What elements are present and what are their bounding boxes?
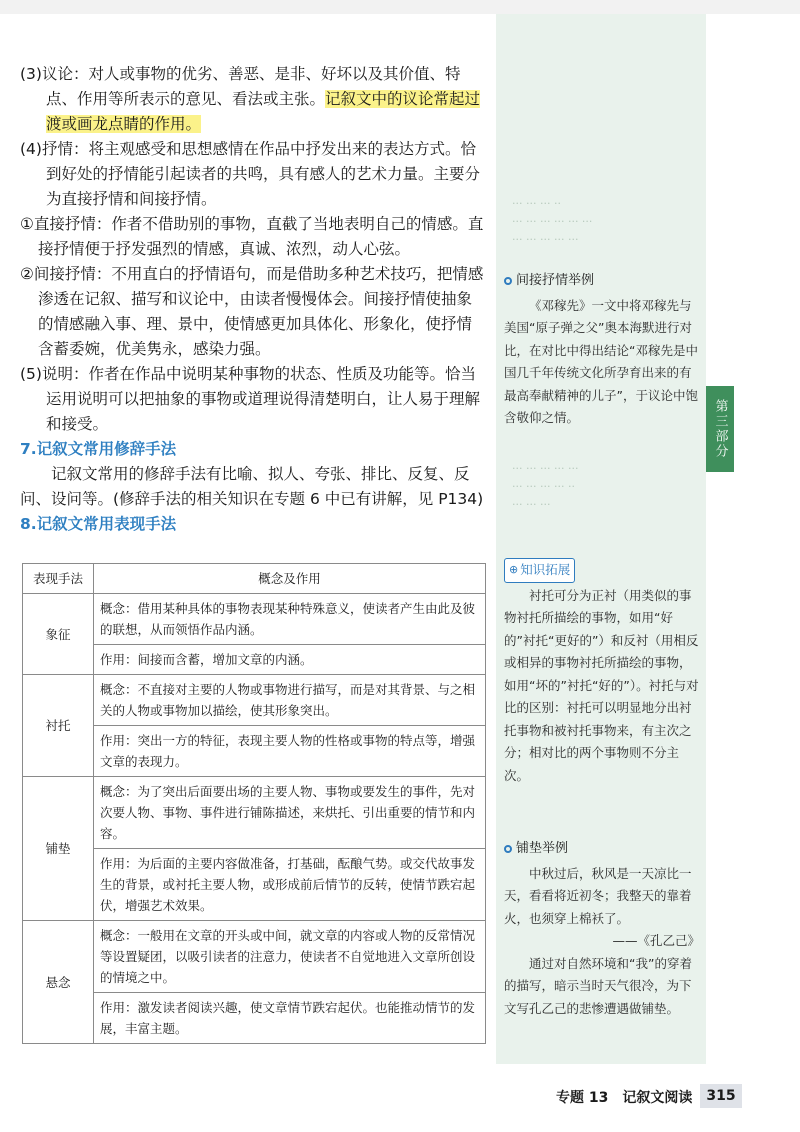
technique-effect: 作用：间接而含蓄，增加文章的内涵。 (94, 645, 486, 675)
sidebar-foreshadow-example (504, 838, 700, 1020)
bullet-circle-icon (504, 277, 512, 285)
table-row (23, 777, 486, 849)
item-explanation (20, 362, 486, 437)
technique-concept: 概念：借用某种具体的事物表现某种特殊意义，使读者产生由此及彼的联想，从而领悟作品内涵。 (94, 594, 486, 645)
sidebar-block-title: 间接抒情举例 (516, 273, 595, 288)
item-number: (3) (20, 65, 42, 83)
sidebar-block-heading (504, 558, 700, 583)
table-row (23, 921, 486, 993)
sidebar-quote-source: ——《孔乙己》 (612, 933, 700, 948)
table-row (23, 675, 486, 726)
item-number: (4) (20, 140, 42, 158)
section-7-title: 7.记叙文常用修辞手法 (20, 440, 177, 458)
item-text: 抒情：将主观感受和思想感情在作品中抒发出来的表达方式。恰到好处的抒情能引起读者的共鸣，具有感人的艺术力量。主要分为直接抒情和间接抒情。 (41, 140, 481, 208)
sidebar-block-title: 铺垫举例 (516, 841, 569, 856)
faded-background-text: ··· ··· ··· ··· ··· ··· ··· ··· ··· ·· ··· ··· ··· (512, 462, 579, 511)
sidebar-indirect-example (504, 270, 700, 430)
item-direct-lyric (20, 212, 486, 262)
sidebar-block-text: 衬托可分为正衬（用类似的事物衬托所描绘的事物，如用“好的”衬托“更好的”）和反衬（用相反或相异的事物衬托所描绘的事物，如用“坏的”衬托“好的”）。衬托与对比的区别：衬托可以明显地分出衬托事物和被衬托事物来，有主次之分；相对比的两个事物则不分主次。 (504, 587, 699, 783)
technique-concept: 概念：一般用在文章的开头或中间，就文章的内容或人物的反常情况等设置疑团，以吸引读者的注意力，使读者不自觉地进入文章所创设的情境之中。 (94, 921, 486, 993)
item-text: 直接抒情：作者不借助别的事物，直截了当地表明自己的情感。直接抒情便于抒发强烈的情感，真诚、浓烈，动人心弦。 (33, 215, 484, 258)
technique-concept: 概念：为了突出后面要出场的主要人物、事物或要发生的事件，先对次要人物、事物、事件进行铺陈描述，来烘托、引出重要的情节和内容。 (94, 777, 486, 849)
item-argument (20, 62, 486, 137)
page-footer (0, 1084, 800, 1110)
technique-name: 衬托 (23, 675, 94, 777)
item-indirect-lyric (20, 262, 486, 362)
faded-background-text: ··· ··· ··· ·· ··· ··· ··· ··· ··· ··· ··· ··· ··· ··· ··· (512, 197, 593, 246)
item-text: 说明：作者在作品中说明某种事物的状态、性质及功能等。恰当运用说明可以把抽象的事物或道理说得清楚明白，让人易于理解和接受。 (41, 365, 481, 433)
main-content (20, 62, 486, 537)
technique-effect: 作用：激发读者阅读兴趣，使文章情节跌宕起伏。也能推动情节的发展，丰富主题。 (94, 993, 486, 1044)
bullet-circle-icon (504, 845, 512, 853)
table-row (23, 594, 486, 645)
sidebar-knowledge-extension (504, 558, 700, 787)
top-strip (0, 0, 800, 14)
section-7-text: 记叙文常用的修辞手法有比喻、拟人、夸张、排比、反复、反问、设问等。(修辞手法的相关知识在专题 6 中已有讲解，见 P134) (20, 465, 484, 508)
footer-topic: 专题 13 记叙文阅读 (556, 1090, 693, 1106)
knowledge-tag (504, 558, 575, 583)
item-number: ② (20, 265, 34, 283)
technique-concept: 概念：不直接对主要的人物或事物进行描写，而是对其背景、与之相关的人物或事物加以描绘，使其形象突出。 (94, 675, 486, 726)
sidebar-block-heading (504, 838, 700, 861)
techniques-table (22, 563, 486, 1044)
item-text: 议论：对人或事物的优劣、善恶、是非、好坏以及其价值、特点、作用等所表示的意见、看法或主张。 (41, 65, 461, 108)
technique-name: 铺垫 (23, 777, 94, 921)
table-header-technique: 表现手法 (23, 564, 94, 594)
technique-name: 悬念 (23, 921, 94, 1044)
highlighted-text: 记叙文中的议论常起过渡或画龙点睛的作用。 (46, 90, 481, 133)
technique-effect: 作用：为后面的主要内容做准备，打基础，酝酿气势。或交代故事发生的背景，或衬托主要人物，或形成前后情节的反转，使情节跌宕起伏，增强艺术效果。 (94, 849, 486, 921)
sidebar-block-text: 《邓稼先》一文中将邓稼先与美国“原子弹之父”奥本海默进行对比，在对比中得出结论“邓稼先是中国几千年传统文化所孕育出来的有最高奉献精神的儿子”，于议论中饱含敬仰之情。 (504, 297, 698, 425)
technique-effect: 作用：突出一方的特征，表现主要人物的性格或事物的特点等，增强文章的表现力。 (94, 726, 486, 777)
table-header-row (23, 564, 486, 594)
tag-label: 知识拓展 (520, 562, 571, 577)
page-number: 315 (700, 1084, 742, 1108)
section-8-title: 8.记叙文常用表现手法 (20, 515, 177, 533)
item-number: ① (20, 215, 34, 233)
section-tab: 第三部分 (706, 386, 734, 472)
sidebar-block-text: 通过对自然环境和“我”的穿着的描写，暗示当时天气很冷，为下文写孔乙己的悲惨遭遇做铺垫。 (504, 955, 692, 1016)
item-lyric (20, 137, 486, 212)
item-number: (5) (20, 365, 42, 383)
expand-icon: ⊕ (509, 563, 519, 576)
item-text: 间接抒情：不用直白的抒情语句，而是借助多种艺术技巧，把情感渗透在记叙、描写和议论中，由读者慢慢体会。间接抒情使抽象的情感融入事、理、景中，使情感更加具体化、形象化，使抒情含蓄委婉，优美隽永，感染力强。 (33, 265, 484, 358)
sidebar-quote: 中秋过后，秋风是一天凉比一天，看看将近初冬；我整天的靠着火，也须穿上棉袄了。 (504, 865, 692, 926)
table-header-concept: 概念及作用 (94, 564, 486, 594)
sidebar-block-heading (504, 270, 700, 293)
technique-name: 象征 (23, 594, 94, 675)
